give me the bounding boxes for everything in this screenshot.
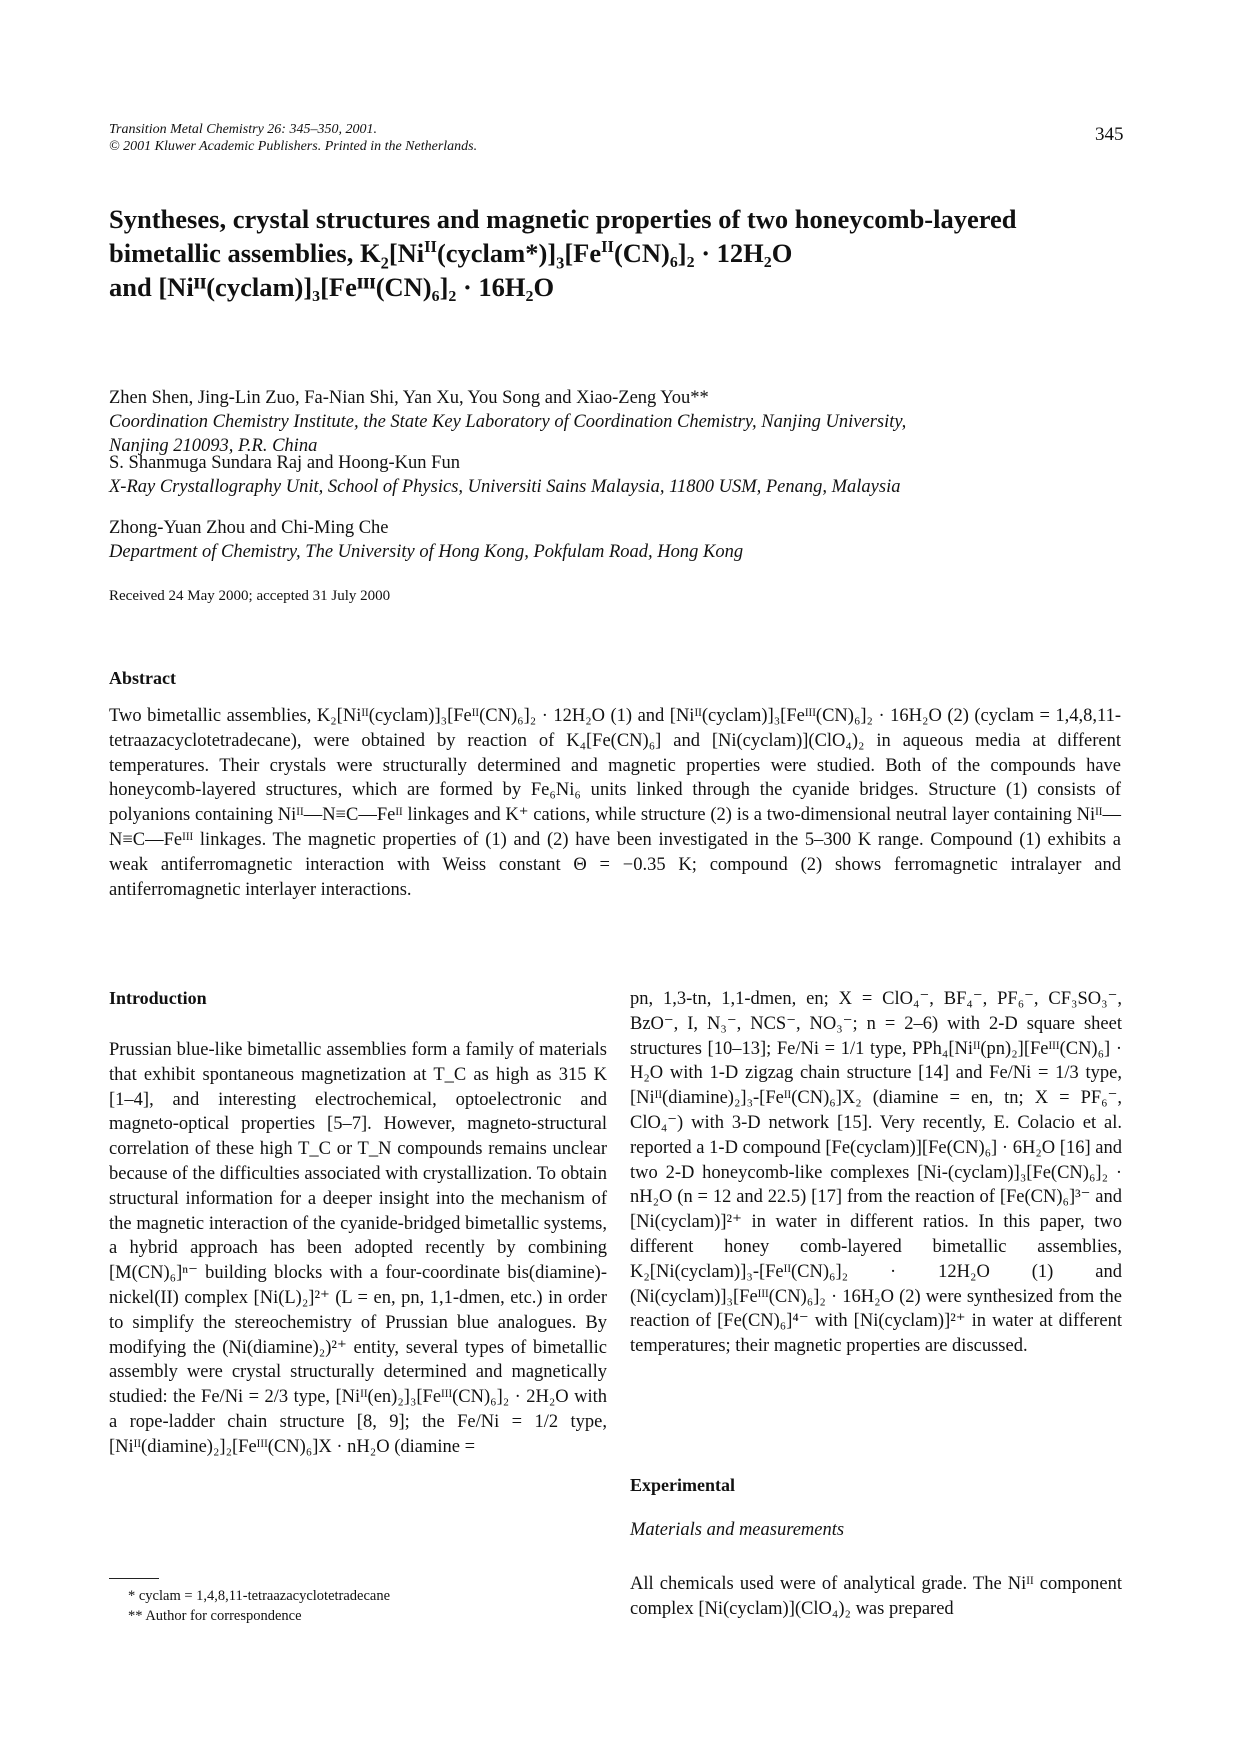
title-line-2-post: (CN)₆]₂ · 12H₂O bbox=[613, 238, 793, 268]
title-line-2-pre: bimetallic assemblies, K bbox=[109, 238, 381, 268]
title-line-1: Syntheses, crystal structures and magnetic properties of two honeycomb-layered bbox=[109, 204, 1017, 234]
experimental-heading: Experimental bbox=[630, 1475, 735, 1495]
author-block-2 bbox=[109, 451, 1109, 499]
affiliation: Coordination Chemistry Institute, the State Key Laboratory of Coordination Chemistry, Nanjing University, bbox=[109, 412, 907, 432]
title-line-2: bimetallic assemblies, $K_2[Ni^{II}(cyclam*)]_3[Fe^{II}(CN)_6]_2 \cdot 12H_2O$ bbox=[109, 237, 793, 273]
footnote-rule bbox=[109, 1578, 159, 1579]
affiliation: Department of Chemistry, The University of Hong Kong, Pokfulam Road, Hong Kong bbox=[109, 542, 744, 562]
footnote-1: * cyclam = 1,4,8,11-tetraazacyclotetradecane bbox=[128, 1588, 391, 1604]
abstract-heading: Abstract bbox=[109, 668, 176, 688]
author-names: S. Shanmuga Sundara Raj and Hoong-Kun Fun bbox=[109, 453, 460, 473]
introduction-heading: Introduction bbox=[109, 988, 207, 1008]
article-title bbox=[109, 202, 1119, 304]
affiliation: X-Ray Crystallography Unit, School of Physics, Universiti Sains Malaysia, 11800 USM, Penang, Malaysia bbox=[109, 477, 901, 497]
introduction-paragraph-left: Prussian blue-like bimetallic assemblies form a family of materials that exhibit spontaneous magnetization at T_C as high as 315 K [1–4], and interesting electrochemical, optoelectronic and magneto-optical properties [5–7]. However, magneto-structural correlation of these high T_C or T_N compounds remains unclear because of the difficulties associated with crystallization. To obtain structural information for a deeper insight into the mechanism of the magnetic interaction of the cyanide-bridged bimetallic systems, a hybrid approach has been adopted recently by combining [M(CN)₆]ⁿ⁻ building blocks with a four-coordinate bis(diamine)-nickel(II) complex [Ni(L)₂]²⁺ (L = en, pn, 1,1-dmen, etc.) in order to simplify the stereochemistry of Prussian blue analogues. By modifying the (Ni(diamine)₂)²⁺ entity, several types of bimetallic assembly were crystal structurally determined and magnetically studied: the Fe/Ni = 2/3 type, [Niᴵᴵ(en)₂]₃[Feᴵᴵᴵ(CN)₆]₂ · 2H₂O with a rope-ladder chain structure [8, 9]; the Fe/Ni = 1/2 type, [Niᴵᴵ(diamine)₂]₂[Feᴵᴵᴵ(CN)₆]X · nH₂O (diamine = bbox=[109, 1040, 607, 1457]
title-line-3: and [Niᴵᴵ(cyclam)]₃[Feᴵᴵᴵ(CN)₆]₂ · 16H₂O bbox=[109, 272, 555, 302]
received-dates: Received 24 May 2000; accepted 31 July 2000 bbox=[109, 588, 391, 604]
copyright-line: © 2001 Kluwer Academic Publishers. Printed in the Netherlands. bbox=[109, 139, 478, 154]
footnote-2: ** Author for correspondence bbox=[128, 1608, 302, 1624]
affiliation-cont: Nanjing 210093, P.R. China bbox=[109, 436, 318, 456]
journal-header bbox=[109, 121, 477, 155]
materials-subheading: Materials and measurements bbox=[630, 1520, 845, 1540]
author-names: Zhong-Yuan Zhou and Chi-Ming Che bbox=[109, 518, 389, 538]
experimental-text: All chemicals used were of analytical grade. The Niᴵᴵ component complex [Ni(cyclam)](ClO₄)₂ was prepared bbox=[630, 1574, 1122, 1619]
author-block-1 bbox=[109, 386, 1109, 458]
author-names: Zhen Shen, Jing-Lin Zuo, Fa-Nian Shi, Yan Xu, You Song and Xiao-Zeng You** bbox=[109, 388, 709, 408]
journal-citation: Transition Metal Chemistry 26: 345–350, 2001. bbox=[109, 122, 377, 137]
page-number: 345 bbox=[1095, 124, 1124, 145]
introduction-paragraph-right: pn, 1,3-tn, 1,1-dmen, en; X = ClO₄⁻, BF₄⁻, PF₆⁻, CF₃SO₃⁻, BzO⁻, I, N₃⁻, NCS⁻, NO₃⁻; n = 2–6) with 2-D square sheet structures [10–13]; Fe/Ni = 1/1 type, PPh₄[Niᴵᴵ(pn)₂][Feᴵᴵᴵ(CN)₆] · H₂O with 1-D zigzag chain structure [14] and Fe/Ni = 1/3 type, [Niᴵᴵ(diamine)₂]₃-[Feᴵᴵ(CN)₆]X₂ (diamine = en, tn; X = PF₆⁻, ClO₄⁻) with 3-D network [15]. Very recently, E. Colacio et al. reported a 1-D compound [Fe(cyclam)][Fe(CN)₆] · 6H₂O [16] and two 2-D honeycomb-like complexes [Ni-(cyclam)]₃[Fe(CN)₆]₂ · nH₂O (n = 12 and 22.5) [17] from the reaction of [Fe(CN)₆]³⁻ and [Ni(cyclam)]²⁺ in water in different ratios. In this paper, two different honey comb-layered bimetallic assemblies, K₂[Ni(cyclam)]₃-[Feᴵᴵ(CN)₆]₂ · 12H₂O (1) and (Ni(cyclam)]₃[Feᴵᴵᴵ(CN)₆]₂ · 16H₂O (2) were synthesized from the reaction of [Fe(CN)₆]⁴⁻ with [Ni(cyclam)]²⁺ in water at different temperatures; their magnetic properties are discussed. bbox=[630, 989, 1122, 1357]
footnotes bbox=[128, 1586, 390, 1626]
abstract-text: Two bimetallic assemblies, K₂[Niᴵᴵ(cyclam)]₃[Feᴵᴵ(CN)₆]₂ · 12H₂O (1) and [Niᴵᴵ(cyclam)]₃[Feᴵᴵᴵ(CN)₆]₂ · 16H₂O (2) (cyclam = 1,4,8,11-tetraazacyclotetradecane), were obtained by reaction of K₄[Fe(CN)₆] and [Ni(cyclam)](ClO₄)₂ in aqueous media at different temperatures. Their crystals were structurally determined and magnetic properties were studied. Both of the compounds have honeycomb-layered structures, which are formed by Fe₆Ni₆ units linked through the cyanide bridges. Structure (1) consists of polyanions containing Niᴵᴵ—N≡C—Feᴵᴵ linkages and K⁺ cations, while structure (2) is a two-dimensional neutral layer containing Niᴵᴵ—N≡C—Feᴵᴵᴵ linkages. The magnetic properties of (1) and (2) have been investigated in the 5–300 K range. Compound (1) exhibits a weak antiferromagnetic interaction with Weiss constant Θ = −0.35 K; compound (2) shows ferromagnetic intralayer and antiferromagnetic interlayer interactions. bbox=[109, 706, 1121, 900]
author-block-3 bbox=[109, 516, 1109, 564]
